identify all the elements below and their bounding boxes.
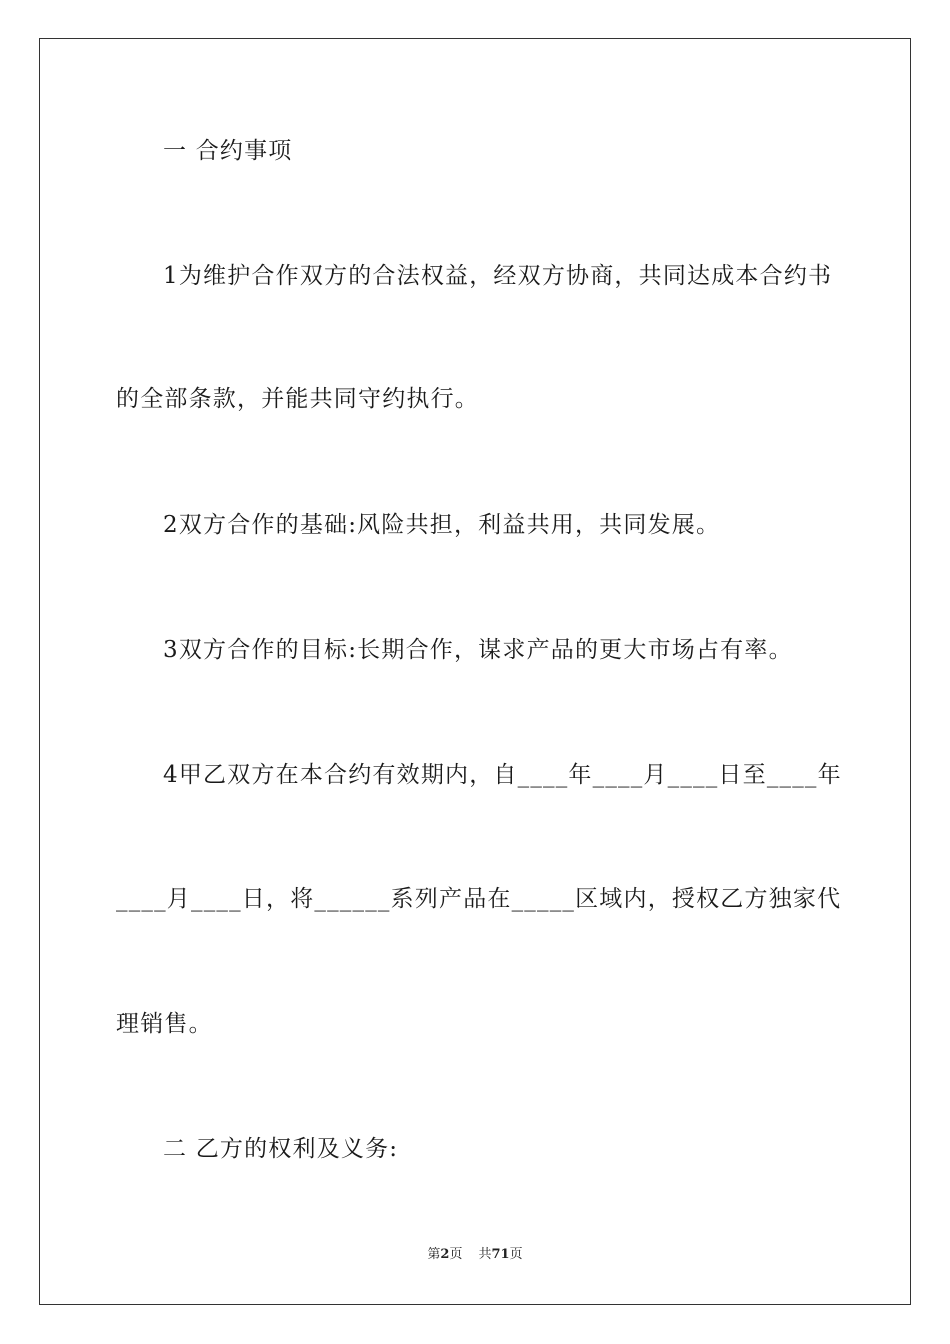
section-heading-1: 一 合约事项: [163, 138, 293, 164]
paragraph-line: 理销售。: [116, 1011, 213, 1037]
total-prefix: 共: [478, 1247, 492, 1262]
page-border: [39, 38, 911, 1305]
page-number: 2: [440, 1247, 450, 1262]
paragraph-line: 4甲乙双方在本合约有效期内，自____年____月____日至____年: [163, 762, 842, 788]
total-suffix: 页: [509, 1247, 523, 1262]
paragraph-line: 1为维护合作双方的合法权益，经双方协商，共同达成本合约书: [163, 263, 833, 289]
page-suffix: 页: [449, 1247, 463, 1262]
page-prefix: 第: [427, 1247, 441, 1262]
section-heading-2: 二 乙方的权利及义务:: [163, 1136, 399, 1162]
paragraph-line: 的全部条款，并能共同守约执行。: [116, 386, 479, 412]
page-footer: [0, 1246, 950, 1264]
paragraph-line: 3双方合作的目标:长期合作，谋求产品的更大市场占有率。: [163, 637, 793, 663]
paragraph-line: 2双方合作的基础:风险共担，利益共用，共同发展。: [163, 512, 721, 538]
total-pages: 71: [491, 1247, 510, 1262]
paragraph-line: ____月____日，将______系列产品在_____区域内，授权乙方独家代: [116, 886, 842, 912]
